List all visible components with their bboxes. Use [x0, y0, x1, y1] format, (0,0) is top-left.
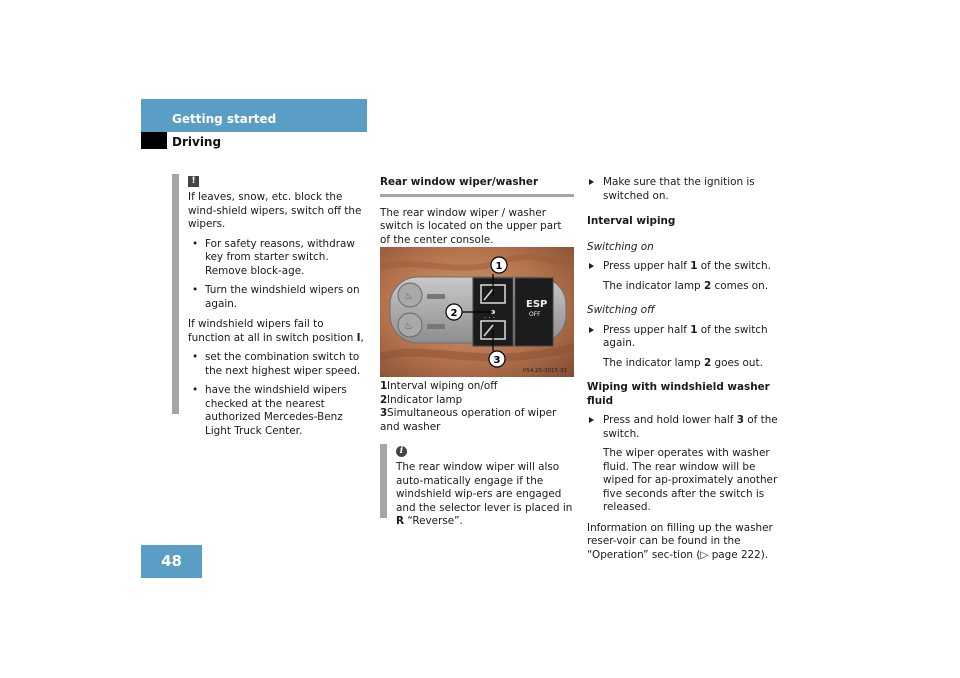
switch-position: I — [356, 331, 361, 344]
legend-item: 2Indicator lamp — [380, 393, 463, 406]
step-item: Press and hold lower half 3 of the switch. — [587, 414, 782, 441]
warning-box — [188, 176, 368, 438]
info-icon: i — [396, 446, 407, 457]
esp-sublabel: OFF — [529, 311, 541, 318]
info-bar — [380, 444, 387, 518]
svg-text:♨: ♨ — [404, 321, 413, 332]
svg-text:1: 1 — [495, 261, 503, 272]
middle-column — [380, 176, 574, 247]
svg-text:3: 3 — [493, 355, 501, 366]
legend-item: 1Interval wiping on/off — [380, 380, 498, 392]
info-note — [396, 446, 574, 529]
section-subtitle: Driving — [172, 135, 222, 149]
step-item: Press upper half 1 of the switch. — [587, 260, 782, 274]
legend-item: 3Simultaneous operation of wiper and washer — [380, 407, 557, 433]
fail-bullet: • have the windshield wipers checked at the nearest authorized Mercedes-Benz Light Truck Center. — [188, 384, 368, 438]
subheading-washer: Wiping with windshield washer fluid — [587, 381, 770, 407]
switch-photo — [380, 247, 574, 377]
step-item: Press upper half 1 of the switch again. — [587, 324, 782, 351]
subheading-switch-off: Switching off — [587, 304, 655, 316]
info-note-text: The rear window wiper will also auto-matically engage if the windshield wip-ers are engaged and the selector lever is placed in R “Reverse”. — [396, 461, 573, 527]
middle-intro: The rear window wiper / washer switch is located on the upper part of the center console. — [380, 206, 562, 246]
fail-text: If windshield wipers fail to function at all in switch position I, — [188, 318, 364, 344]
subheading-interval: Interval wiping — [587, 215, 676, 227]
warning-icon: ! — [188, 176, 199, 187]
page-ref-arrow-icon: ▷ — [700, 548, 709, 561]
step-result: The indicator lamp 2 comes on. — [603, 279, 769, 292]
fail-bullet: • set the combination switch to the next highest wiper speed. — [188, 351, 368, 378]
right-column — [587, 176, 782, 562]
step-result: The indicator lamp 2 goes out. — [603, 356, 763, 369]
page-reference-link[interactable]: page 222 — [711, 548, 761, 561]
subheading-switch-on: Switching on — [587, 240, 654, 253]
section-heading: Rear window wiper/washer — [380, 176, 574, 197]
svg-text:2: 2 — [450, 308, 458, 319]
washer-info: Information on filling up the washer reser-voir can be found in the “Operation” sec-tion (▷ page 222). — [587, 521, 773, 561]
section-title: Getting started — [172, 112, 277, 126]
svg-text:· · ·: · · · — [484, 314, 496, 322]
warning-bullet: • Turn the windshield wipers on again. — [188, 284, 368, 311]
warning-intro: If leaves, snow, etc. block the wind-shield wipers, switch off the wipers. — [188, 191, 362, 230]
figure-legend — [380, 380, 574, 434]
esp-label: ESP — [526, 299, 548, 310]
svg-text:♨: ♨ — [404, 291, 413, 302]
page-number: 48 — [161, 552, 182, 570]
step-result: The wiper operates with washer fluid. The rear window will be wiped for ap-proximately another five seconds after the switch is released. — [603, 447, 778, 513]
header-marker — [141, 132, 167, 149]
step-item: Make sure that the ignition is switched on. — [587, 176, 782, 203]
warning-bar — [172, 174, 179, 414]
gear-position: R — [396, 515, 405, 527]
figure-code: P54.25-3015-31 — [523, 368, 568, 374]
warning-bullet: • For safety reasons, withdraw key from starter switch. Remove block-age. — [188, 238, 368, 279]
